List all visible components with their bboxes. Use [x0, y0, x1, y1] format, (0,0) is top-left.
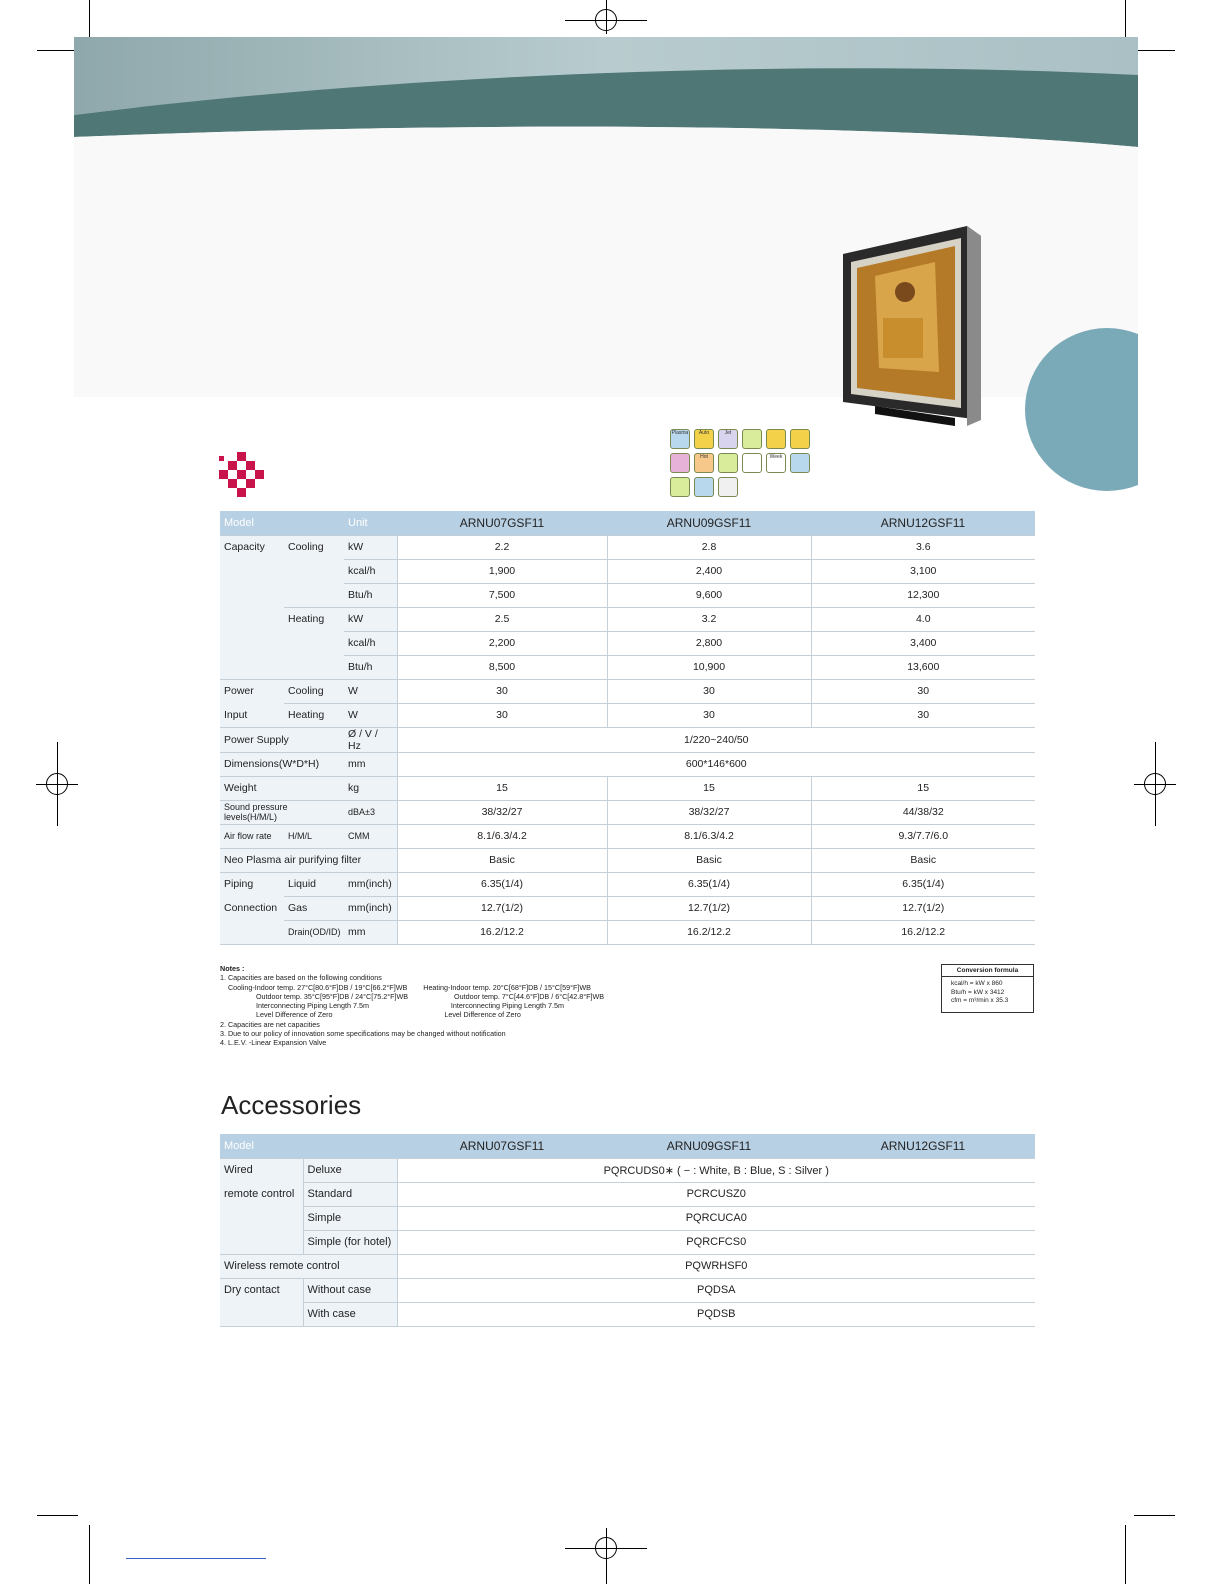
value-cell: 8,500: [397, 655, 607, 679]
group-icon: [718, 477, 738, 497]
sound-label: Sound pressure levels(H/M/L): [220, 800, 344, 824]
power-supply-label: Power Supply: [220, 727, 344, 752]
note-line: 2. Capacities are net capacities: [220, 1019, 320, 1029]
value-cell: 12.7(1/2): [811, 896, 1035, 920]
table-row: [220, 679, 1035, 703]
header-model-1: ARNU07GSF11: [397, 511, 607, 535]
table-row: [220, 607, 1035, 631]
unit-cell: mm: [344, 920, 397, 944]
acc-value: PQRCUCA0: [397, 1206, 1035, 1230]
table-row: [220, 752, 1035, 776]
wired-label-2: remote control: [220, 1182, 303, 1206]
power-cooling-label: Cooling: [284, 679, 344, 703]
value-cell: 8.1/6.3/4.2: [397, 824, 607, 848]
note-line: Outdoor temp. 35°C[95°F]DB / 24°C[75.2°F]WB Outdoor temp. 7°C[44.6°F]DB / 6°C[42.8°F]WB: [220, 991, 605, 1001]
note-line: Interconnecting Piping Length 7.5m Interconnecting Piping Length 7.5m: [220, 1001, 564, 1011]
table-row: [220, 800, 1035, 824]
unit-cell: Ø / V / Hz: [344, 727, 397, 752]
value-cell: 30: [397, 703, 607, 727]
value-cell: 4.0: [811, 607, 1035, 631]
hot-icon: Hot: [694, 453, 714, 473]
jet-icon: Jet: [718, 429, 738, 449]
value-cell: 16.2/12.2: [397, 920, 607, 944]
piping-liquid-label: Liquid: [284, 872, 344, 896]
value-cell: 16.2/12.2: [607, 920, 811, 944]
product-image: [835, 222, 985, 432]
piping-drain-label: Drain(OD/ID): [284, 920, 344, 944]
table-row: [220, 703, 1035, 727]
clean-icon: [766, 429, 786, 449]
bottom-rule: [126, 1558, 266, 1559]
swing-icon: [742, 429, 762, 449]
acc-value: PCRCUSZ0: [397, 1182, 1035, 1206]
capacity-cooling-label: Cooling: [284, 535, 344, 607]
header-model-3: ARNU12GSF11: [811, 511, 1035, 535]
value-cell: 16.2/12.2: [811, 920, 1035, 944]
header-model-2: ARNU09GSF11: [607, 511, 811, 535]
piping-label-1: Piping: [220, 872, 284, 896]
value-cell: 2,200: [397, 631, 607, 655]
table-row: [220, 776, 1035, 800]
accessories-title: Accessories: [221, 1090, 362, 1120]
value-cell: 15: [811, 776, 1035, 800]
value-cell: 3,400: [811, 631, 1035, 655]
note-line: 1. Capacities are based on the following conditions: [220, 973, 382, 983]
value-cell: 8.1/6.3/4.2: [607, 824, 811, 848]
auto-restart-icon: [742, 453, 762, 473]
value-cell: 2,400: [607, 559, 811, 583]
crop-mark-br-h: [1134, 1515, 1175, 1516]
value-cell: 44/38/32: [811, 800, 1035, 824]
wireless-label: Wireless remote control: [220, 1254, 397, 1278]
note-line: 3. Due to our policy of innovation some specifications may be changed without notification: [220, 1029, 506, 1039]
note-line: 4. L.E.V. -Linear Expansion Valve: [220, 1038, 327, 1048]
unit-cell: Btu/h: [344, 583, 397, 607]
value-cell: 12.7(1/2): [397, 896, 607, 920]
table-row: [220, 1302, 1035, 1326]
note-line: Level Difference of Zero Level Difference of Zero: [220, 1010, 521, 1020]
header-wave: [74, 37, 1138, 197]
notes-title: Notes :: [220, 964, 245, 973]
value-cell: 30: [607, 679, 811, 703]
value-cell: 6.35(1/4): [607, 872, 811, 896]
acc-header-model-3: ARNU12GSF11: [811, 1134, 1035, 1158]
unit-cell: dBA±3: [344, 800, 397, 824]
value-cell: Basic: [607, 848, 811, 872]
crop-mark-tl-v: [89, 0, 90, 42]
spec-table: [220, 511, 1035, 945]
dry-contact-label: Dry contact: [220, 1278, 303, 1302]
side-circle: [1025, 328, 1138, 491]
value-cell: 38/32/27: [397, 800, 607, 824]
crop-mark-tr-h: [1134, 50, 1175, 51]
value-cell: 30: [397, 679, 607, 703]
table-row: [220, 727, 1035, 752]
dimensions-label: Dimensions(W*D*H): [220, 752, 344, 776]
airflow-label: Air flow rate: [220, 824, 284, 848]
unit-cell: W: [344, 703, 397, 727]
dry-empty-cell: [220, 1302, 303, 1326]
unit-cell: Btu/h: [344, 655, 397, 679]
table-row: [220, 872, 1035, 896]
smart-icon: [694, 477, 714, 497]
table-row: [220, 1254, 1035, 1278]
value-cell: 9.3/7.7/6.0: [811, 824, 1035, 848]
table-row: [220, 1278, 1035, 1302]
value-cell: 9,600: [607, 583, 811, 607]
accessories-header-row: [220, 1134, 1035, 1158]
value-cell: 7,500: [397, 583, 607, 607]
value-cell: 38/32/27: [607, 800, 811, 824]
step-icon: [670, 477, 690, 497]
value-cell: 3.2: [607, 607, 811, 631]
notes: [220, 964, 604, 1048]
acc-sub-label: Deluxe: [303, 1158, 397, 1182]
airflow-sub-label: H/M/L: [284, 824, 344, 848]
cancel-icon: [790, 453, 810, 473]
value-cell: 3.6: [811, 535, 1035, 559]
table-row: [220, 1206, 1035, 1230]
value-cell: 3,100: [811, 559, 1035, 583]
acc-sub-label: Standard: [303, 1182, 397, 1206]
acc-header-model: Model: [220, 1134, 397, 1158]
unit-cell: mm(inch): [344, 872, 397, 896]
acc-sub-label: Without case: [303, 1278, 397, 1302]
power-input-label-2: Input: [220, 703, 284, 727]
value-cell: Basic: [811, 848, 1035, 872]
acc-value: PQDSB: [397, 1302, 1035, 1326]
value-cell: 2.8: [607, 535, 811, 559]
value-cell: 30: [811, 703, 1035, 727]
unit-cell: kg: [344, 776, 397, 800]
acc-value: PQRCUDS0∗ ( − : White, B : Blue, S : Silver ): [397, 1158, 1035, 1182]
weekly-icon: Week: [766, 453, 786, 473]
crop-mark-tl-h: [37, 50, 78, 51]
weight-label: Weight: [220, 776, 344, 800]
capacity-label: Capacity: [220, 535, 284, 679]
table-row: [220, 896, 1035, 920]
crop-mark-br-v: [1125, 1525, 1126, 1584]
conversion-line: Btu/h = kW x 3412: [951, 988, 1005, 996]
value-cell: 12,300: [811, 583, 1035, 607]
acc-sub-label: Simple (for hotel): [303, 1230, 397, 1254]
unit-cell: mm: [344, 752, 397, 776]
table-row: [220, 1182, 1035, 1206]
piping-empty-cell: [220, 920, 284, 944]
sleep-icon: [670, 453, 690, 473]
acc-value: PQRCFCS0: [397, 1230, 1035, 1254]
filter-label: Neo Plasma air purifying filter: [220, 848, 397, 872]
dimensions-value: 600*146*600: [397, 752, 1035, 776]
acc-header-model-2: ARNU09GSF11: [607, 1134, 811, 1158]
value-cell: 15: [607, 776, 811, 800]
table-row: [220, 824, 1035, 848]
accessories-table: [220, 1134, 1035, 1327]
power-input-label-1: Power: [220, 679, 284, 703]
unit-cell: W: [344, 679, 397, 703]
unit-cell: mm(inch): [344, 896, 397, 920]
acc-value: PQWRHSF0: [397, 1254, 1035, 1278]
value-cell: 2.5: [397, 607, 607, 631]
acc-header-model-1: ARNU07GSF11: [397, 1134, 607, 1158]
value-cell: 6.35(1/4): [811, 872, 1035, 896]
power-supply-value: 1/220~240/50: [397, 727, 1035, 752]
unit-cell: CMM: [344, 824, 397, 848]
value-cell: 1,900: [397, 559, 607, 583]
value-cell: 12.7(1/2): [607, 896, 811, 920]
acc-sub-label: Simple: [303, 1206, 397, 1230]
auto-icon: Auto: [694, 429, 714, 449]
unit-cell: kcal/h: [344, 559, 397, 583]
unit-cell: kW: [344, 535, 397, 559]
value-cell: 2.2: [397, 535, 607, 559]
conversion-line: kcal/h = kW x 860: [951, 980, 1003, 987]
louver-icon: [790, 429, 810, 449]
value-cell: 30: [607, 703, 811, 727]
unit-cell: kW: [344, 607, 397, 631]
value-cell: 13,600: [811, 655, 1035, 679]
plasma-icon: Plasma: [670, 429, 690, 449]
conversion-formula-box: [941, 964, 1034, 1013]
value-cell: Basic: [397, 848, 607, 872]
dry-icon: [718, 453, 738, 473]
capacity-heating-label: Heating: [284, 607, 344, 679]
spec-header-row: [220, 511, 1035, 535]
acc-sub-label: With case: [303, 1302, 397, 1326]
wired-label-1: Wired: [220, 1158, 303, 1182]
piping-gas-label: Gas: [284, 896, 344, 920]
header-unit: Unit: [344, 511, 397, 535]
value-cell: 30: [811, 679, 1035, 703]
registration-line-left-v: [57, 742, 58, 826]
crop-mark-bl-h: [37, 1515, 78, 1516]
value-cell: 6.35(1/4): [397, 872, 607, 896]
value-cell: 2,800: [607, 631, 811, 655]
table-row: [220, 920, 1035, 944]
table-row: [220, 1230, 1035, 1254]
value-cell: 10,900: [607, 655, 811, 679]
table-row: [220, 1158, 1035, 1182]
unit-cell: kcal/h: [344, 631, 397, 655]
conversion-title: Conversion formula: [942, 965, 1033, 977]
conversion-line: cfm = m³/min x 35.3: [951, 997, 1009, 1004]
crop-mark-tr-v: [1125, 0, 1126, 42]
note-line: Cooling-Indoor temp. 27°C[80.6°F]DB / 19°C[66.2°F]WB Heating-Indoor temp. 20°C[68°F]DB / 15°C[59°F]WB: [220, 982, 591, 992]
piping-label-2: Connection: [220, 896, 284, 920]
header-model: Model: [220, 511, 344, 535]
crop-mark-bl-v: [89, 1525, 90, 1584]
wired-empty-cell: [220, 1206, 303, 1230]
wired-empty-cell: [220, 1230, 303, 1254]
table-row: [220, 535, 1035, 559]
value-cell: 15: [397, 776, 607, 800]
registration-line-bottom-v: [606, 1528, 607, 1584]
acc-value: PQDSA: [397, 1278, 1035, 1302]
table-row: [220, 848, 1035, 872]
power-heating-label: Heating: [284, 703, 344, 727]
registration-line-right-v: [1155, 742, 1156, 826]
registration-line-top-v: [606, 0, 607, 34]
